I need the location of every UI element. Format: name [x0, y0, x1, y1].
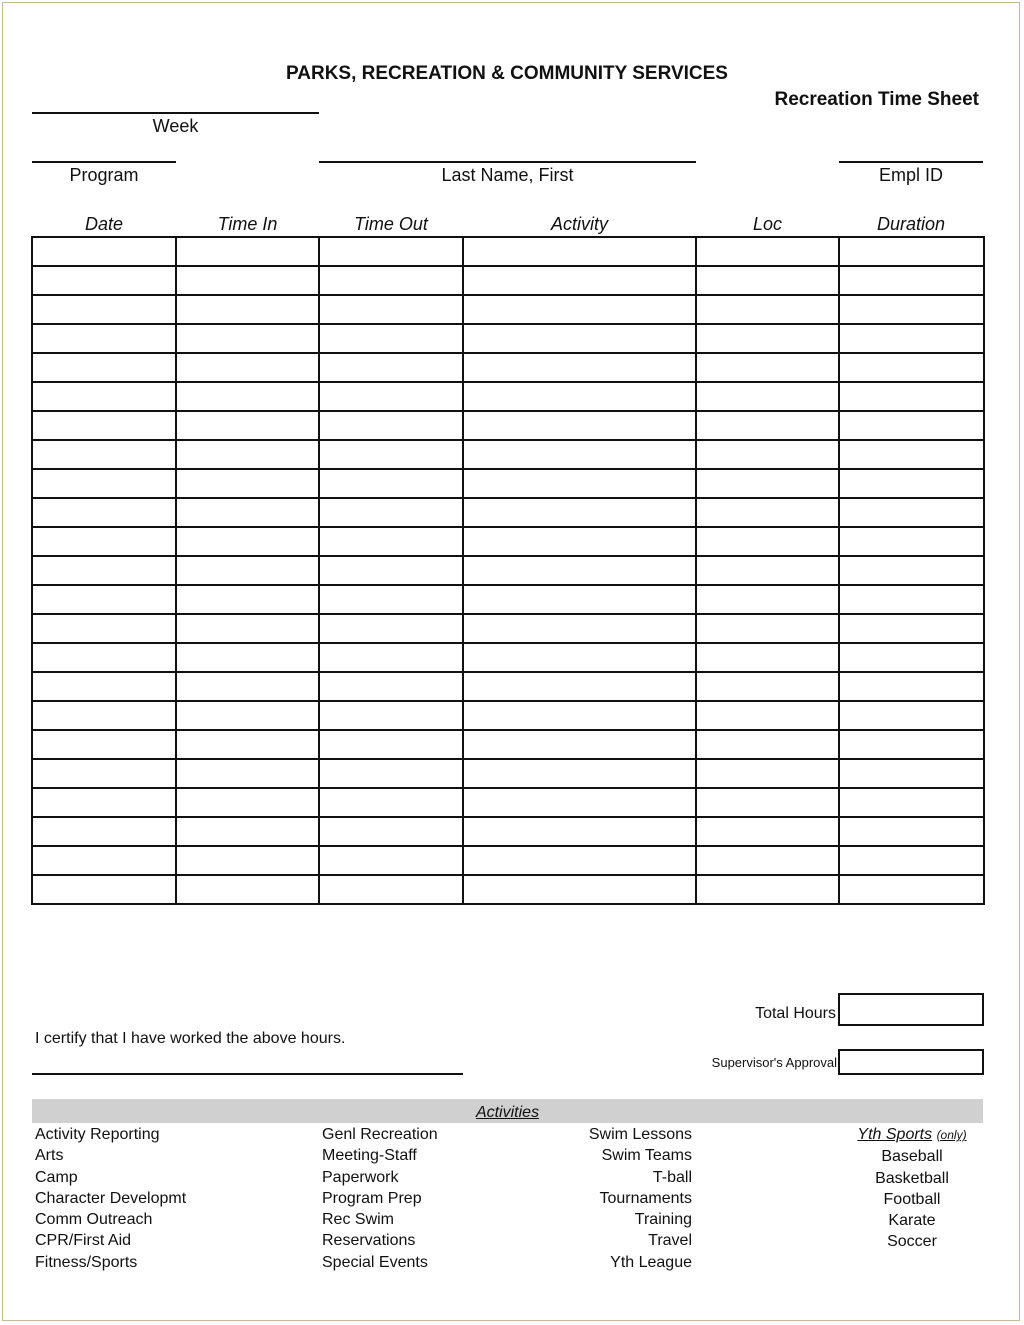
- activity-cell[interactable]: [463, 614, 696, 643]
- date-cell[interactable]: [32, 701, 176, 730]
- time-in-cell[interactable]: [176, 469, 319, 498]
- date-cell[interactable]: [32, 730, 176, 759]
- date-cell[interactable]: [32, 527, 176, 556]
- table-row: [32, 875, 984, 904]
- activity-cell[interactable]: [463, 643, 696, 672]
- activity-cell[interactable]: [463, 324, 696, 353]
- time-in-cell[interactable]: [176, 266, 319, 295]
- col-header-date: Date: [84, 214, 124, 234]
- loc-cell[interactable]: [696, 411, 839, 440]
- date-cell[interactable]: [32, 382, 176, 411]
- activities-col-2: [322, 1124, 438, 1273]
- table-row: [32, 498, 984, 527]
- table-row: [32, 817, 984, 846]
- time-entry-table: [31, 236, 985, 905]
- activity-cell[interactable]: [463, 237, 696, 266]
- activity-item: Basketball: [875, 1169, 949, 1187]
- loc-cell[interactable]: [696, 498, 839, 527]
- activity-cell[interactable]: [463, 817, 696, 846]
- supervisor-approval-box[interactable]: [838, 1049, 984, 1075]
- time-out-cell[interactable]: [319, 382, 463, 411]
- date-cell[interactable]: [32, 817, 176, 846]
- loc-cell[interactable]: [696, 353, 839, 382]
- duration-cell[interactable]: [839, 527, 984, 556]
- date-cell[interactable]: [32, 585, 176, 614]
- time-in-cell[interactable]: [176, 440, 319, 469]
- table-row: [32, 237, 984, 266]
- loc-cell[interactable]: [696, 817, 839, 846]
- col-header-time-out: Time Out: [354, 214, 428, 234]
- date-cell[interactable]: [32, 672, 176, 701]
- activity-cell[interactable]: [463, 295, 696, 324]
- activity-item: Meeting-Staff: [322, 1147, 417, 1165]
- activity-item: Special Events: [322, 1253, 428, 1271]
- loc-cell[interactable]: [696, 759, 839, 788]
- date-cell[interactable]: [32, 411, 176, 440]
- date-cell[interactable]: [32, 469, 176, 498]
- activities-band: [32, 1099, 983, 1123]
- time-in-cell[interactable]: [176, 846, 319, 875]
- duration-cell[interactable]: [839, 266, 984, 295]
- activity-cell[interactable]: [463, 353, 696, 382]
- activity-item: Genl Recreation: [322, 1126, 438, 1143]
- activity-item: Karate: [888, 1212, 936, 1230]
- time-in-cell[interactable]: [176, 759, 319, 788]
- table-row: [32, 295, 984, 324]
- duration-cell[interactable]: [839, 353, 984, 382]
- time-in-cell[interactable]: [176, 295, 319, 324]
- loc-cell[interactable]: [696, 672, 839, 701]
- activity-item: T-ball: [652, 1168, 692, 1186]
- time-in-cell[interactable]: [176, 324, 319, 353]
- name-label: Last Name, First: [441, 165, 574, 185]
- activity-item: Rec Swim: [322, 1211, 395, 1229]
- time-out-cell[interactable]: [319, 353, 463, 382]
- loc-cell[interactable]: [696, 556, 839, 585]
- loc-cell[interactable]: [696, 469, 839, 498]
- time-out-cell[interactable]: [319, 527, 463, 556]
- time-out-cell[interactable]: [319, 469, 463, 498]
- table-row: [32, 846, 984, 875]
- table-row: [32, 411, 984, 440]
- duration-cell[interactable]: [839, 672, 984, 701]
- activity-item: Fitness/Sports: [35, 1253, 138, 1271]
- activity-cell[interactable]: [463, 875, 696, 904]
- empl-id-input-line[interactable]: [839, 161, 983, 163]
- program-input-line[interactable]: [32, 161, 176, 163]
- time-out-cell[interactable]: [319, 730, 463, 759]
- date-cell[interactable]: [32, 614, 176, 643]
- date-cell[interactable]: [32, 295, 176, 324]
- date-cell[interactable]: [32, 324, 176, 353]
- time-out-cell[interactable]: [319, 875, 463, 904]
- duration-cell[interactable]: [839, 295, 984, 324]
- activity-cell[interactable]: [463, 585, 696, 614]
- date-cell[interactable]: [32, 788, 176, 817]
- activity-item: Travel: [648, 1232, 692, 1250]
- date-cell[interactable]: [32, 237, 176, 266]
- time-in-cell[interactable]: [176, 585, 319, 614]
- time-out-cell[interactable]: [319, 440, 463, 469]
- activity-item: Tournaments: [599, 1189, 692, 1207]
- loc-cell[interactable]: [696, 382, 839, 411]
- time-in-cell[interactable]: [176, 875, 319, 904]
- yth-sports-title: Yth Sports: [857, 1126, 933, 1143]
- duration-cell[interactable]: [839, 237, 984, 266]
- time-out-cell[interactable]: [319, 759, 463, 788]
- loc-cell[interactable]: [696, 614, 839, 643]
- table-row: [32, 788, 984, 817]
- loc-cell[interactable]: [696, 788, 839, 817]
- activity-item: Baseball: [881, 1148, 943, 1166]
- duration-cell[interactable]: [839, 846, 984, 875]
- loc-cell[interactable]: [696, 295, 839, 324]
- time-in-cell[interactable]: [176, 701, 319, 730]
- table-row: [32, 672, 984, 701]
- date-cell[interactable]: [32, 440, 176, 469]
- loc-cell[interactable]: [696, 440, 839, 469]
- duration-cell[interactable]: [839, 643, 984, 672]
- loc-cell[interactable]: [696, 643, 839, 672]
- empl-id-label: Empl ID: [878, 165, 943, 185]
- time-out-cell[interactable]: [319, 788, 463, 817]
- table-row: [32, 382, 984, 411]
- duration-cell[interactable]: [839, 817, 984, 846]
- time-in-cell[interactable]: [176, 382, 319, 411]
- activity-item: Paperwork: [322, 1168, 399, 1186]
- yth-sports-note: (only): [936, 1128, 967, 1142]
- table-row: [32, 585, 984, 614]
- time-out-cell[interactable]: [319, 411, 463, 440]
- yth-sports-heading: [840, 1124, 984, 1146]
- table-row: [32, 556, 984, 585]
- duration-cell[interactable]: [839, 382, 984, 411]
- activity-cell[interactable]: [463, 469, 696, 498]
- time-out-cell[interactable]: [319, 556, 463, 585]
- employee-signature-line[interactable]: [32, 1073, 463, 1075]
- supervisor-approval-label: Supervisor's Approval: [711, 1055, 837, 1070]
- time-in-cell[interactable]: [176, 643, 319, 672]
- loc-cell[interactable]: [696, 527, 839, 556]
- program-label: Program: [69, 165, 139, 185]
- time-out-cell[interactable]: [319, 643, 463, 672]
- activity-cell[interactable]: [463, 266, 696, 295]
- time-out-cell[interactable]: [319, 614, 463, 643]
- activity-cell[interactable]: [463, 382, 696, 411]
- activity-cell[interactable]: [463, 440, 696, 469]
- duration-cell[interactable]: [839, 788, 984, 817]
- table-row: [32, 614, 984, 643]
- time-out-cell[interactable]: [319, 324, 463, 353]
- time-out-cell[interactable]: [319, 672, 463, 701]
- duration-cell[interactable]: [839, 469, 984, 498]
- time-out-cell[interactable]: [319, 701, 463, 730]
- duration-cell[interactable]: [839, 440, 984, 469]
- activity-cell[interactable]: [463, 701, 696, 730]
- table-row: [32, 759, 984, 788]
- time-in-cell[interactable]: [176, 672, 319, 701]
- activity-item: Comm Outreach: [35, 1211, 153, 1229]
- time-out-cell[interactable]: [319, 237, 463, 266]
- duration-cell[interactable]: [839, 759, 984, 788]
- table-row: [32, 701, 984, 730]
- time-out-cell[interactable]: [319, 817, 463, 846]
- table-row: [32, 353, 984, 382]
- activities-title: Activities: [475, 1104, 540, 1121]
- date-cell[interactable]: [32, 353, 176, 382]
- loc-cell[interactable]: [696, 266, 839, 295]
- activity-cell[interactable]: [463, 788, 696, 817]
- loc-cell[interactable]: [696, 730, 839, 759]
- loc-cell[interactable]: [696, 585, 839, 614]
- date-cell[interactable]: [32, 846, 176, 875]
- date-cell[interactable]: [32, 498, 176, 527]
- date-cell[interactable]: [32, 643, 176, 672]
- duration-cell[interactable]: [839, 875, 984, 904]
- date-cell[interactable]: [32, 556, 176, 585]
- time-in-cell[interactable]: [176, 498, 319, 527]
- certify-statement: I certify that I have worked the above hours.: [35, 1030, 346, 1047]
- time-in-cell[interactable]: [176, 788, 319, 817]
- table-row: [32, 527, 984, 556]
- time-in-cell[interactable]: [176, 527, 319, 556]
- duration-cell[interactable]: [839, 411, 984, 440]
- activity-cell[interactable]: [463, 672, 696, 701]
- time-in-cell[interactable]: [176, 353, 319, 382]
- table-row: [32, 469, 984, 498]
- activity-item: Character Developmt: [35, 1189, 187, 1207]
- table-row: [32, 324, 984, 353]
- activity-item: Yth League: [610, 1253, 692, 1271]
- activity-item: Swim Teams: [601, 1147, 692, 1165]
- table-row: [32, 643, 984, 672]
- table-row: [32, 730, 984, 759]
- activity-item: Soccer: [887, 1233, 937, 1251]
- loc-cell[interactable]: [696, 846, 839, 875]
- date-cell[interactable]: [32, 266, 176, 295]
- week-input-line[interactable]: [32, 112, 319, 114]
- date-cell[interactable]: [32, 875, 176, 904]
- activity-item: Reservations: [322, 1232, 416, 1250]
- date-cell[interactable]: [32, 759, 176, 788]
- activity-item: Football: [883, 1190, 941, 1208]
- name-input-line[interactable]: [319, 161, 696, 163]
- loc-cell[interactable]: [696, 324, 839, 353]
- time-out-cell[interactable]: [319, 846, 463, 875]
- duration-cell[interactable]: [839, 498, 984, 527]
- duration-cell[interactable]: [839, 585, 984, 614]
- activities-col-3: [560, 1124, 692, 1273]
- time-out-cell[interactable]: [319, 498, 463, 527]
- loc-cell[interactable]: [696, 701, 839, 730]
- page-title: PARKS, RECREATION & COMMUNITY SERVICES: [286, 63, 728, 84]
- activity-item: Training: [634, 1211, 692, 1229]
- table-row: [32, 266, 984, 295]
- activity-item: Arts: [35, 1147, 64, 1165]
- time-out-cell[interactable]: [319, 295, 463, 324]
- table-row: [32, 440, 984, 469]
- week-label: Week: [152, 116, 199, 136]
- col-header-time-in: Time In: [217, 214, 278, 234]
- activity-cell[interactable]: [463, 527, 696, 556]
- time-in-cell[interactable]: [176, 411, 319, 440]
- duration-cell[interactable]: [839, 614, 984, 643]
- activities-col-1: [35, 1124, 186, 1273]
- total-hours-box[interactable]: [838, 993, 984, 1026]
- duration-cell[interactable]: [839, 701, 984, 730]
- activity-cell[interactable]: [463, 411, 696, 440]
- col-header-duration: Duration: [876, 214, 946, 234]
- time-in-cell[interactable]: [176, 817, 319, 846]
- duration-cell[interactable]: [839, 324, 984, 353]
- loc-cell[interactable]: [696, 237, 839, 266]
- duration-cell[interactable]: [839, 730, 984, 759]
- activity-item: Activity Reporting: [35, 1126, 160, 1143]
- duration-cell[interactable]: [839, 556, 984, 585]
- time-in-cell[interactable]: [176, 730, 319, 759]
- time-out-cell[interactable]: [319, 585, 463, 614]
- activity-cell[interactable]: [463, 556, 696, 585]
- activities-col-4: [840, 1124, 984, 1253]
- time-in-cell[interactable]: [176, 614, 319, 643]
- activity-cell[interactable]: [463, 498, 696, 527]
- activity-item: Swim Lessons: [588, 1126, 692, 1143]
- activity-item: CPR/First Aid: [35, 1232, 132, 1250]
- sheet-subtitle: Recreation Time Sheet: [774, 89, 979, 110]
- total-hours-label: Total Hours: [755, 1005, 836, 1022]
- activity-item: Camp: [35, 1168, 78, 1186]
- activity-cell[interactable]: [463, 759, 696, 788]
- activity-cell[interactable]: [463, 846, 696, 875]
- loc-cell[interactable]: [696, 875, 839, 904]
- col-header-activity: Activity: [550, 214, 608, 234]
- time-out-cell[interactable]: [319, 266, 463, 295]
- activity-cell[interactable]: [463, 730, 696, 759]
- time-in-cell[interactable]: [176, 237, 319, 266]
- time-in-cell[interactable]: [176, 556, 319, 585]
- col-header-loc: Loc: [752, 214, 783, 234]
- activity-item: Program Prep: [322, 1189, 422, 1207]
